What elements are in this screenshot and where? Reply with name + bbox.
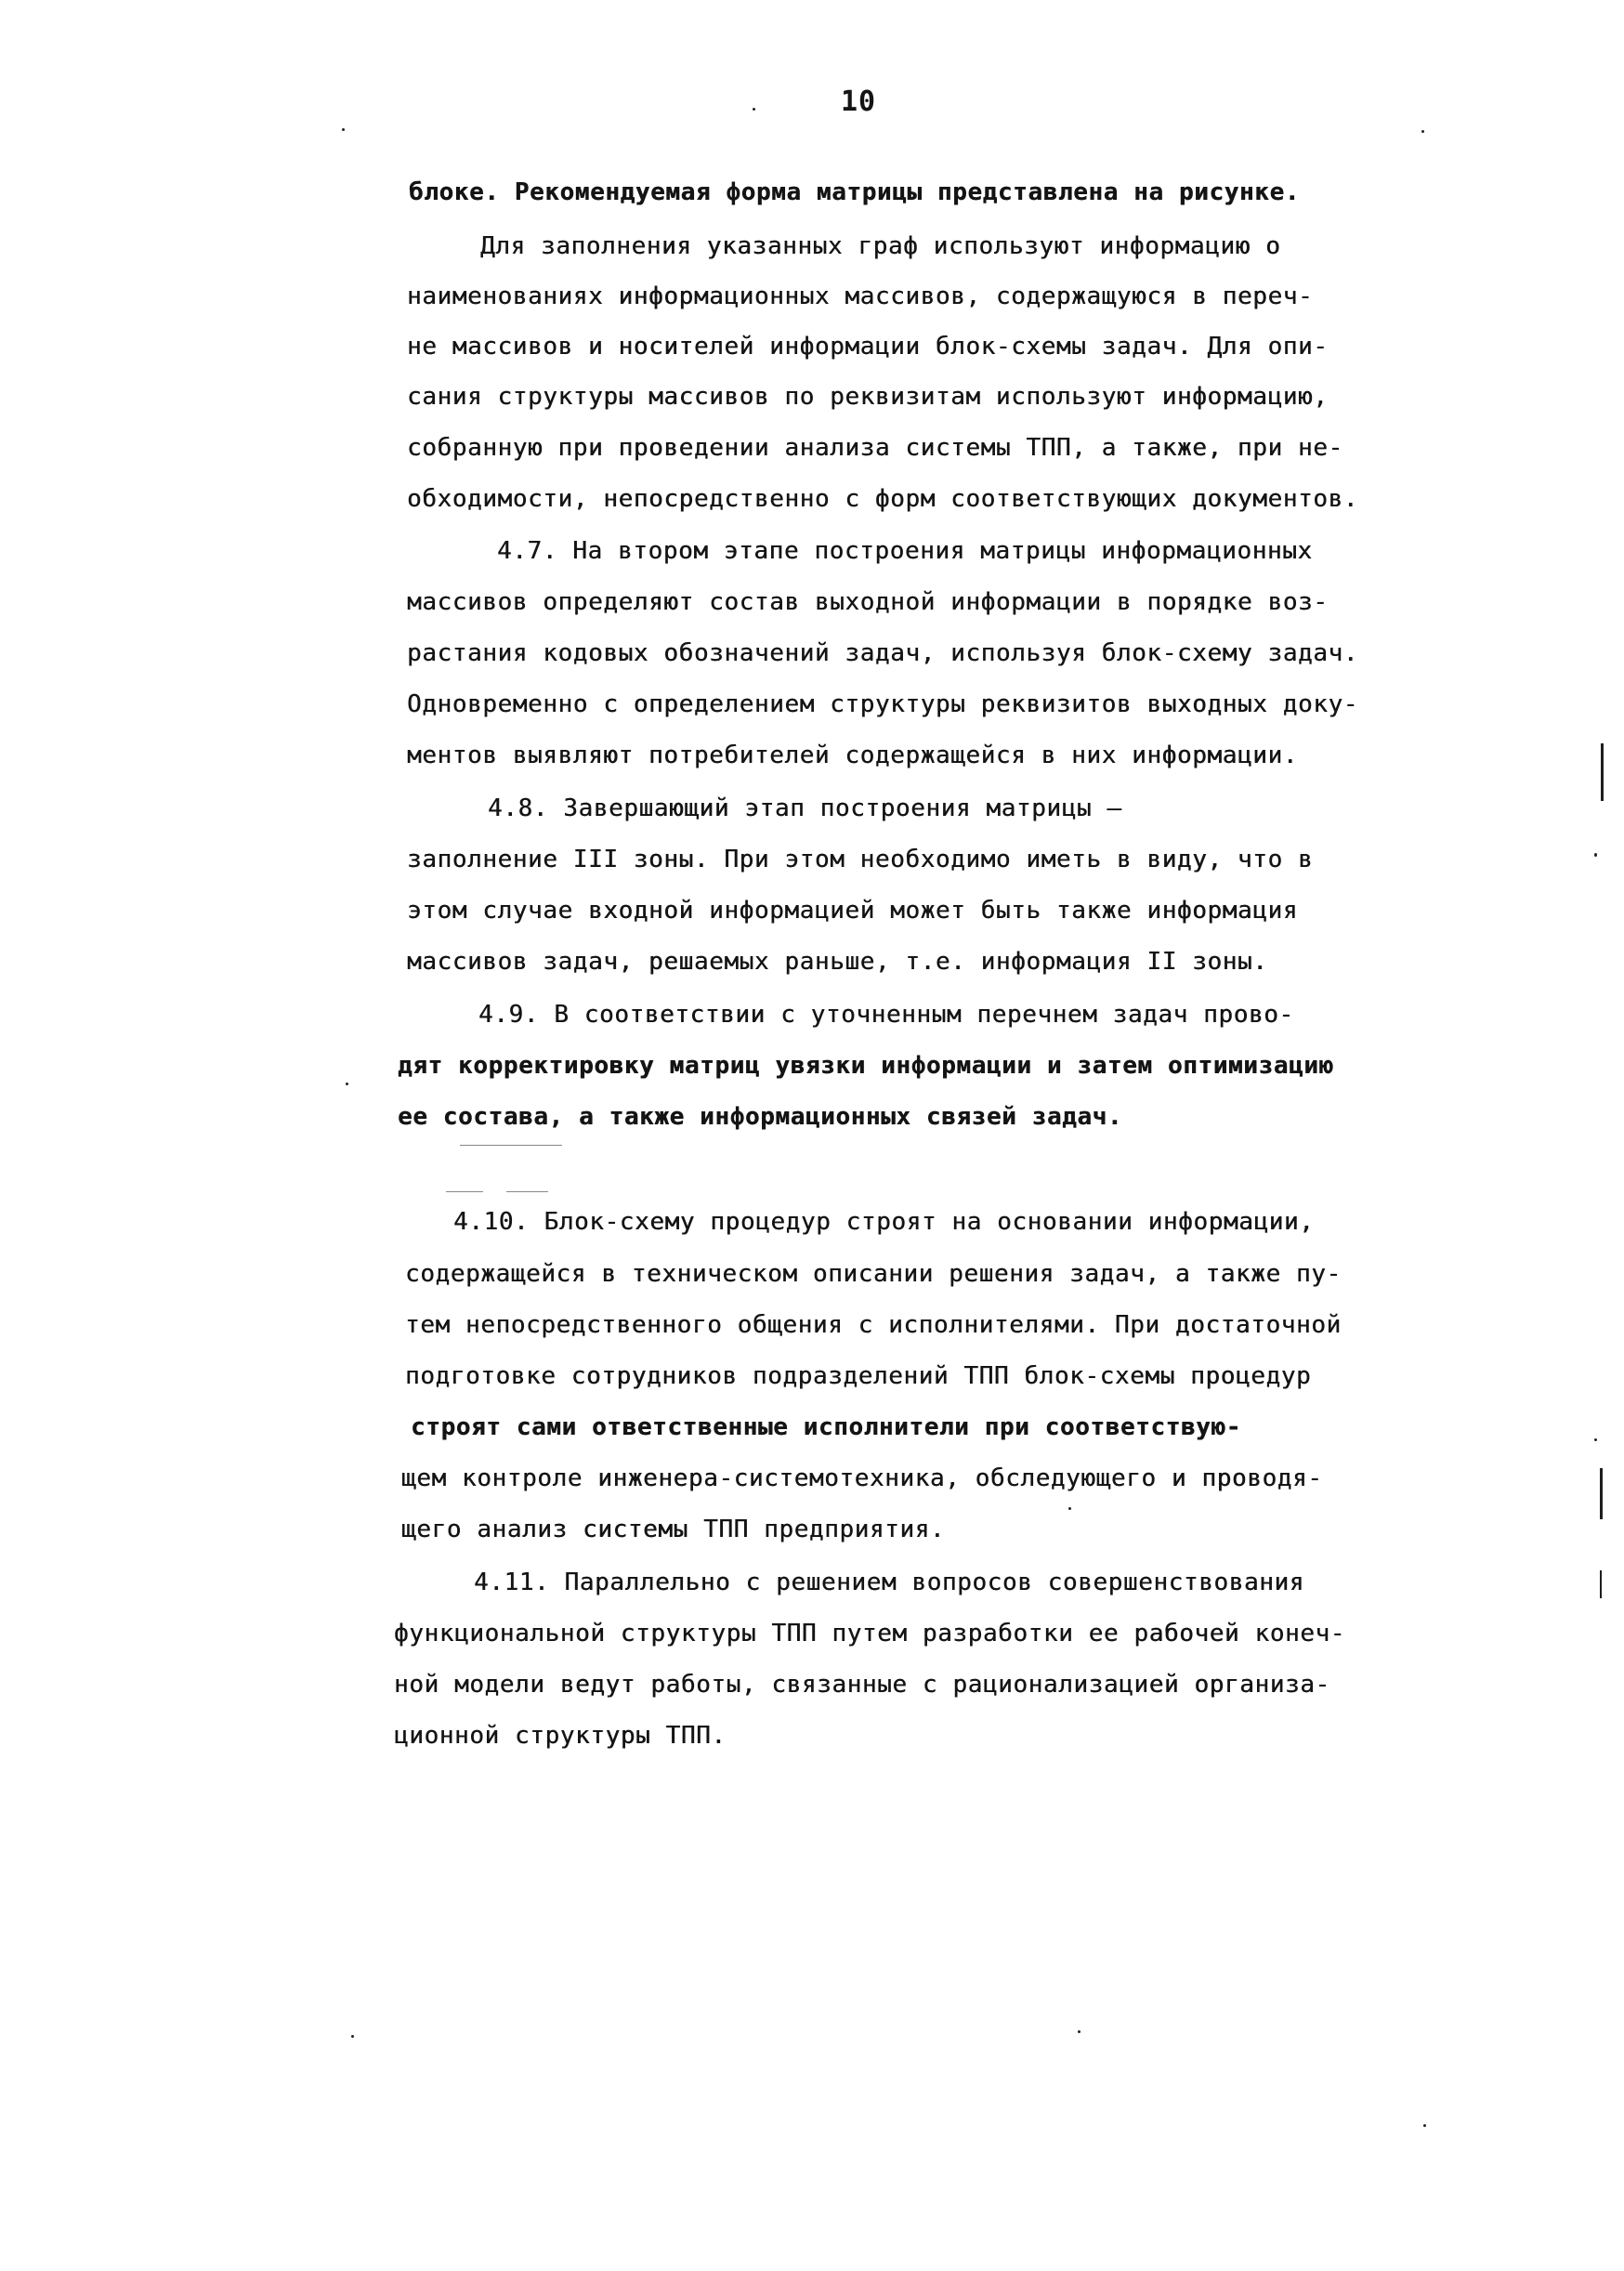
text-line: массивов задач, решаемых раньше, т.е. информация II зоны.	[407, 948, 1268, 976]
text-line: ционной структуры ТПП.	[394, 1722, 727, 1750]
scan-artifact	[1078, 2030, 1080, 2033]
page-number: 10	[841, 85, 877, 118]
scan-artifact	[460, 1145, 562, 1146]
text-line: Одновременно с определением структуры реквизитов выходных доку-	[407, 690, 1358, 718]
text-line: обходимости, непосредственно с форм соответствующих документов.	[407, 485, 1358, 513]
scan-artifact	[1600, 1570, 1602, 1598]
text-line: дят корректировку матриц увязки информации и затем оптимизацию	[398, 1052, 1334, 1080]
scan-artifact	[1594, 853, 1597, 857]
text-line: Для заполнения указанных граф используют информацию о	[480, 232, 1281, 260]
text-line: щего анализ системы ТПП предприятия.	[401, 1516, 946, 1543]
text-line: растания кодовых обозначений задач, используя блок-схему задач.	[407, 639, 1358, 667]
scan-artifact	[446, 1191, 483, 1192]
text-line: не массивов и носителей информации блок-схемы задач. Для опи-	[407, 333, 1329, 361]
text-line: сания структуры массивов по реквизитам используют информацию,	[407, 383, 1329, 411]
text-line: щем контроле инженера-системотехника, обследующего и проводя-	[401, 1464, 1323, 1492]
text-line: заполнение III зоны. При этом необходимо иметь в виду, что в	[407, 846, 1314, 873]
text-line: собранную при проведении анализа системы ТПП, а также, при не-	[407, 434, 1343, 462]
scan-artifact	[1600, 1468, 1603, 1519]
scan-artifact	[506, 1191, 548, 1192]
scan-artifact	[1421, 130, 1424, 133]
scan-artifact	[1068, 1507, 1071, 1510]
text-line: функциональной структуры ТПП путем разработки ее рабочей конеч-	[394, 1620, 1345, 1647]
text-line: тем непосредственного общения с исполнителями. При достаточной	[405, 1311, 1342, 1339]
scan-artifact	[351, 2035, 354, 2038]
scan-artifact	[1423, 2124, 1426, 2127]
text-line: ной модели ведут работы, связанные с рационализацией организа-	[394, 1671, 1330, 1699]
text-line: этом случае входной информацией может быть также информация	[407, 897, 1298, 925]
section-4-11-line: 4.11. Параллельно с решением вопросов совершенствования	[474, 1569, 1304, 1596]
text-line: подготовке сотрудников подразделений ТПП блок-схемы процедур	[405, 1362, 1312, 1390]
text-line: ее состава, а также информационных связей задач.	[398, 1103, 1123, 1131]
text-line: массивов определяют состав выходной информации в порядке воз-	[407, 588, 1329, 616]
section-4-7-line: 4.7. На втором этапе построения матрицы информационных	[497, 537, 1313, 565]
scan-artifact	[342, 128, 345, 131]
scan-artifact	[1594, 1438, 1597, 1441]
section-4-9-line: 4.9. В соответствии с уточненным перечнем задач прово-	[478, 1001, 1294, 1029]
scan-artifact	[1601, 743, 1604, 801]
text-line: строят сами ответственные исполнители при соответствую-	[411, 1413, 1241, 1441]
scan-artifact	[753, 108, 755, 111]
text-line: наименованиях информационных массивов, содержащуюся в переч-	[407, 282, 1314, 310]
section-4-8-line: 4.8. Завершающий этап построения матрицы –	[488, 794, 1122, 822]
text-line: ментов выявляют потребителей содержащейся в них информации.	[407, 742, 1298, 769]
text-line: блоке. Рекомендуемая форма матрицы представлена на рисунке.	[409, 178, 1300, 206]
section-4-10-line: 4.10. Блок-схему процедур строят на основании информации,	[453, 1208, 1315, 1236]
scan-artifact	[346, 1083, 348, 1085]
text-line: содержащейся в техническом описании решения задач, а также пу-	[405, 1260, 1342, 1288]
